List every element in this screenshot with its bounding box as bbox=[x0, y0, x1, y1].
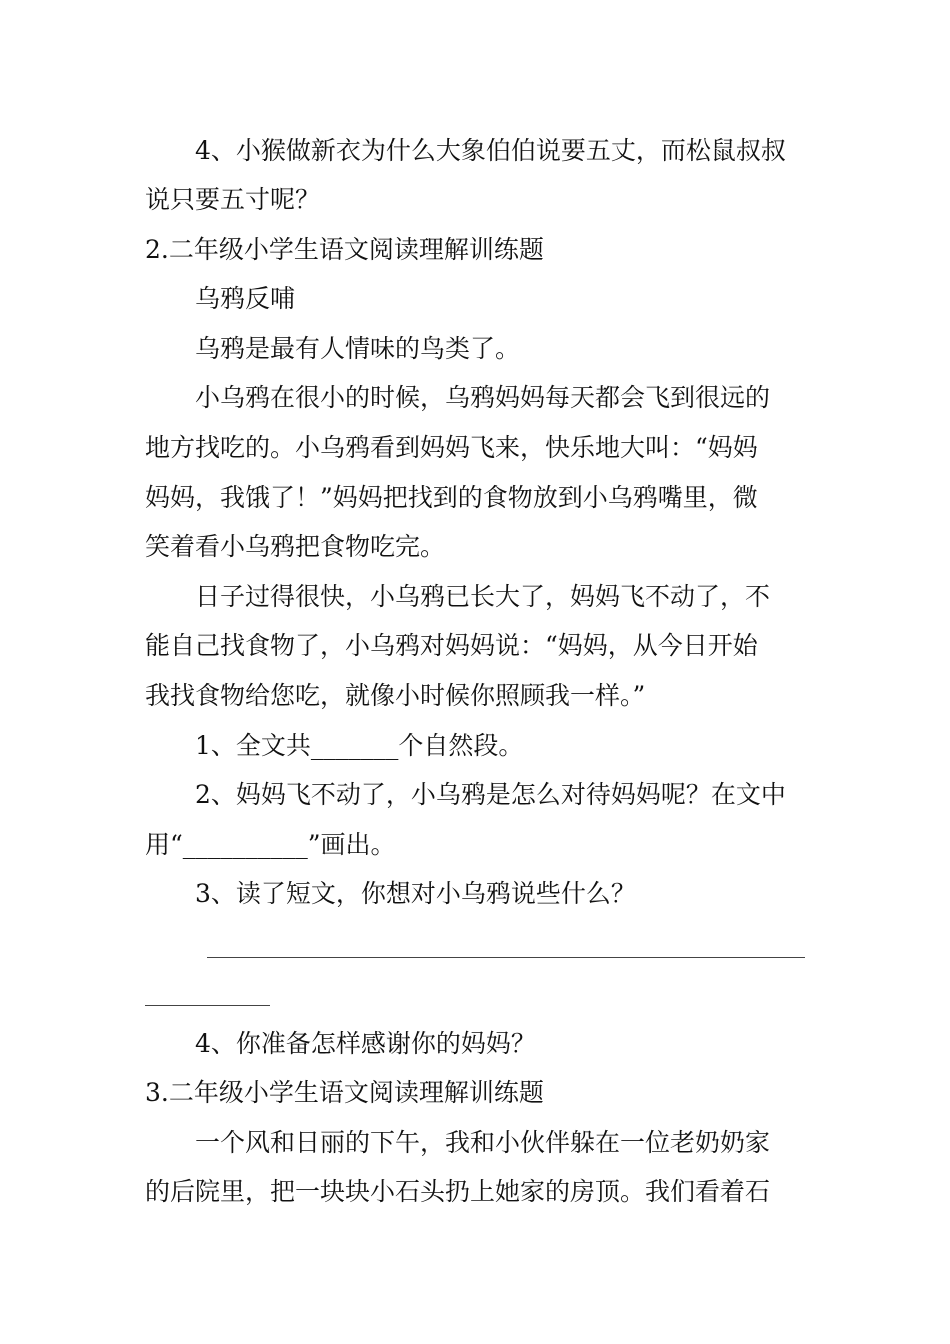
question-4: 4、你准备怎样感谢你的妈妈？ bbox=[195, 1029, 536, 1058]
question-2-line-2: 用“__________”画出。 bbox=[145, 830, 396, 859]
question-4-line-2: 说只要五寸呢？ bbox=[145, 185, 321, 214]
question-3: 3、读了短文，你想对小乌鸦说些什么？ bbox=[195, 879, 636, 908]
section-3-paragraph-line-2: 的后院里，把一块块小石头扔上她家的房顶。我们看着石 bbox=[145, 1177, 771, 1206]
paragraph-2-line-3: 妈妈，我饿了！”妈妈把找到的食物放到小乌鸦嘴里，微 bbox=[145, 483, 758, 512]
section-3-paragraph-line-1: 一个风和日丽的下午，我和小伙伴躲在一位老奶奶家 bbox=[195, 1128, 771, 1157]
answer-line-2 bbox=[145, 1005, 270, 1006]
paragraph-3-line-2: 能自己找食物了，小乌鸦对妈妈说：“妈妈，从今日开始 bbox=[145, 631, 758, 660]
paragraph-3-line-3: 我找食物给您吃，就像小时候你照顾我一样。” bbox=[145, 681, 646, 710]
section-3-heading: 3.二年级小学生语文阅读理解训练题 bbox=[145, 1078, 544, 1107]
question-4-line-1: 4、小猴做新衣为什么大象伯伯说要五丈，而松鼠叔叔 bbox=[195, 136, 786, 165]
question-1: 1、全文共_______个自然段。 bbox=[195, 731, 524, 760]
question-2-line-1: 2、妈妈飞不动了，小乌鸦是怎么对待妈妈呢？在文中 bbox=[195, 780, 786, 809]
paragraph-2-line-4: 笑着看小乌鸦把食物吃完。 bbox=[145, 532, 446, 561]
paragraph-2-line-2: 地方找吃的。小乌鸦看到妈妈飞来，快乐地大叫：“妈妈 bbox=[145, 433, 758, 462]
paragraph-3-line-1: 日子过得很快，小乌鸦已长大了，妈妈飞不动了，不 bbox=[195, 582, 771, 611]
story-title: 乌鸦反哺 bbox=[195, 284, 296, 313]
answer-line-1 bbox=[207, 957, 805, 958]
paragraph-1: 乌鸦是最有人情味的鸟类了。 bbox=[195, 334, 521, 363]
section-2-heading: 2.二年级小学生语文阅读理解训练题 bbox=[145, 235, 544, 264]
paragraph-2-line-1: 小乌鸦在很小的时候，乌鸦妈妈每天都会飞到很远的 bbox=[195, 383, 771, 412]
